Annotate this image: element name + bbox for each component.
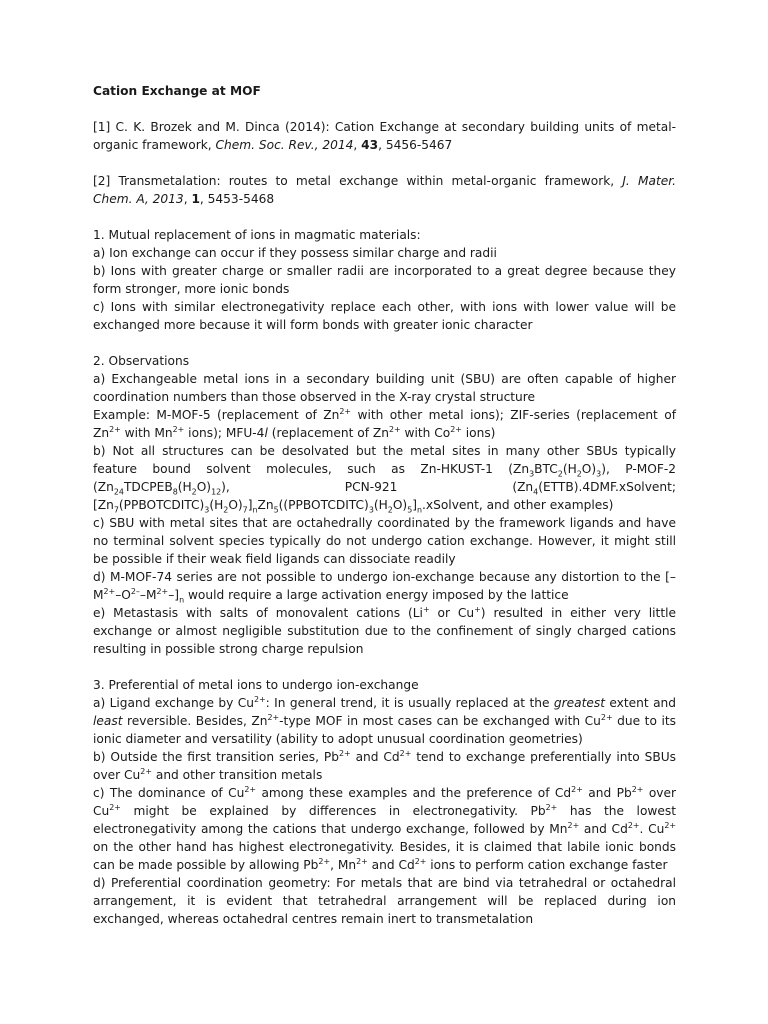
section-3-item-b: b) Outside the first transition series, $Pb^{2+}$ and $Cd^{2+}$ tend to exchange preferentially into SBUs over $Cu^{2+}$ and other transition metals <box>93 748 676 782</box>
section-1-item-a: a) Ion exchange can occur if they possess similar charge and radii <box>93 246 497 260</box>
section-2-item-d: d) M-MOF-74 series are not possible to undergo ion-exchange because any distortion to the $[-M^{2+}-O^{2-}-M^{2+}-]_n$ would require a large activation energy imposed by the lattice <box>93 570 676 605</box>
section-2-heading: 2. Observations <box>93 354 190 368</box>
section-3-heading: 3. Preferential of metal ions to undergo ion-exchange <box>93 678 419 692</box>
page-title: Cation Exchange at MOF <box>93 84 261 98</box>
ref-2-volume: 1 <box>191 192 200 206</box>
section-3-item-c: c) The dominance of $Cu^{2+}$ among these examples and the preference of $Cd^{2+}$ and $Pb^{2+}$ over $Cu^{2+}$ might be explained by differences in electronegativity. $Pb^{2+}$ has the lowest electronegativity among the cations that undergo exchange, followed by $Mn^{2+}$ and $Cd^{2+}$. $Cu^{2+}$ on the other hand has highest electronegativity. Besides, it is claimed that labile ionic bonds can be made possible by allowing $Pb^{2+}$, $Mn^{2+}$ and $Cd^{2+}$ ions to perform cation exchange faster <box>93 784 677 872</box>
section-1-heading: 1. Mutual replacement of ions in magmatic materials: <box>93 228 421 242</box>
section-2-item-b: b) Not all structures can be desolvated but the metal sites in many other SBUs typically feature bound solvent molecules, such as Zn-HKUST-1 $(Zn_3BTC_2(H_2O)_3)$, P-MOF-2 $(Zn_{24}TDCPEB_8(H_2O)_{12})$, PCN-921 ($Zn_4(ETTB).4DMF.xSolvent$; $[Zn_7(PPBOTCDITC)_3(H_2O)_7]_nZn_5((PPBOTCDITC)_3(H_2O)_5]_n.xSolvent$, and other examples) <box>93 444 677 515</box>
section-2-item-e: e) Metastasis with salts of monovalent cations (Li+ or Cu+) resulted in either very little exchange or almost negligible substitution due to the confinement of singly charged cations resulting in possible strong charge repulsion <box>93 604 677 656</box>
section-2-example: Example: M-MOF-5 (replacement of $Zn^{2+}$ with other metal ions); ZIF-series (replacement of $Zn^{2+}$ with $Mn^{2+}$ ions); MFU-4l (replacement of $Zn^{2+}$ with $Co^{2+}$ ions) <box>93 406 676 440</box>
section-3-item-a: a) Ligand exchange by $Cu^{2+}$: In general trend, it is usually replaced at the greatest extent and least reversible. Besides, $Zn^{2+}$-type MOF in most cases can be exchanged with $Cu^{2+}$ due to its ionic diameter and versatility (ability to adopt unusual coordination geometries) <box>93 694 676 746</box>
section-3-item-d: d) Preferential coordination geometry: For metals that are bind via tetrahedral or octahedral arrangement, it is evident that tetrahedral arrangement will be replaced during ion exchanged, whereas octahedral centres remain inert to transmetalation <box>93 876 676 926</box>
section-1-item-b: b) Ions with greater charge or smaller radii are incorporated to a great degree because they form stronger, more ionic bonds <box>93 264 676 296</box>
ref-1-volume: 43 <box>361 138 379 152</box>
ref-1-number: [1] <box>93 120 111 134</box>
section-2-item-a: a) Exchangeable metal ions in a secondary building unit (SBU) are often capable of higher coordination numbers than those observed in the X-ray crystal structure <box>93 372 676 404</box>
ref-1-pages: 5456-5467 <box>385 138 453 152</box>
section-1-item-c: c) Ions with similar electronegativity replace each other, with ions with lower value will be exchanged more because it will form bonds with greater ionic character <box>93 300 676 332</box>
reference-1: [1] C. K. Brozek and M. Dinca (2014): Cation Exchange at secondary building units of metal-organic framework, Chem. Soc. Rev., 2014, 43, 5456-5467 <box>93 120 676 152</box>
reference-2: [2] Transmetalation: routes to metal exchange within metal-organic framework, J. Mater. Chem. A, 2013, 1, 5453-5468 <box>93 174 677 206</box>
ref-1-authors: C. K. Brozek and M. Dinca (2014): Cation Exchange at secondary building units of metal-organic framework, <box>93 120 676 152</box>
ref-1-journal: Chem. Soc. Rev., 2014 <box>215 138 354 152</box>
ref-2-journal: J. Mater. Chem. A, 2013 <box>93 174 677 206</box>
ref-2-number: [2] <box>93 174 111 188</box>
ref-2-pages: 5453-5468 <box>207 192 275 206</box>
ref-2-authors: Transmetalation: routes to metal exchange within metal-organic framework, <box>118 174 615 188</box>
section-2-item-c: c) SBU with metal sites that are octahedrally coordinated by the framework ligands and have no terminal solvent species typically do not undergo cation exchange. However, it might still be possible if their weak field ligands can dissociate readily <box>93 516 676 566</box>
